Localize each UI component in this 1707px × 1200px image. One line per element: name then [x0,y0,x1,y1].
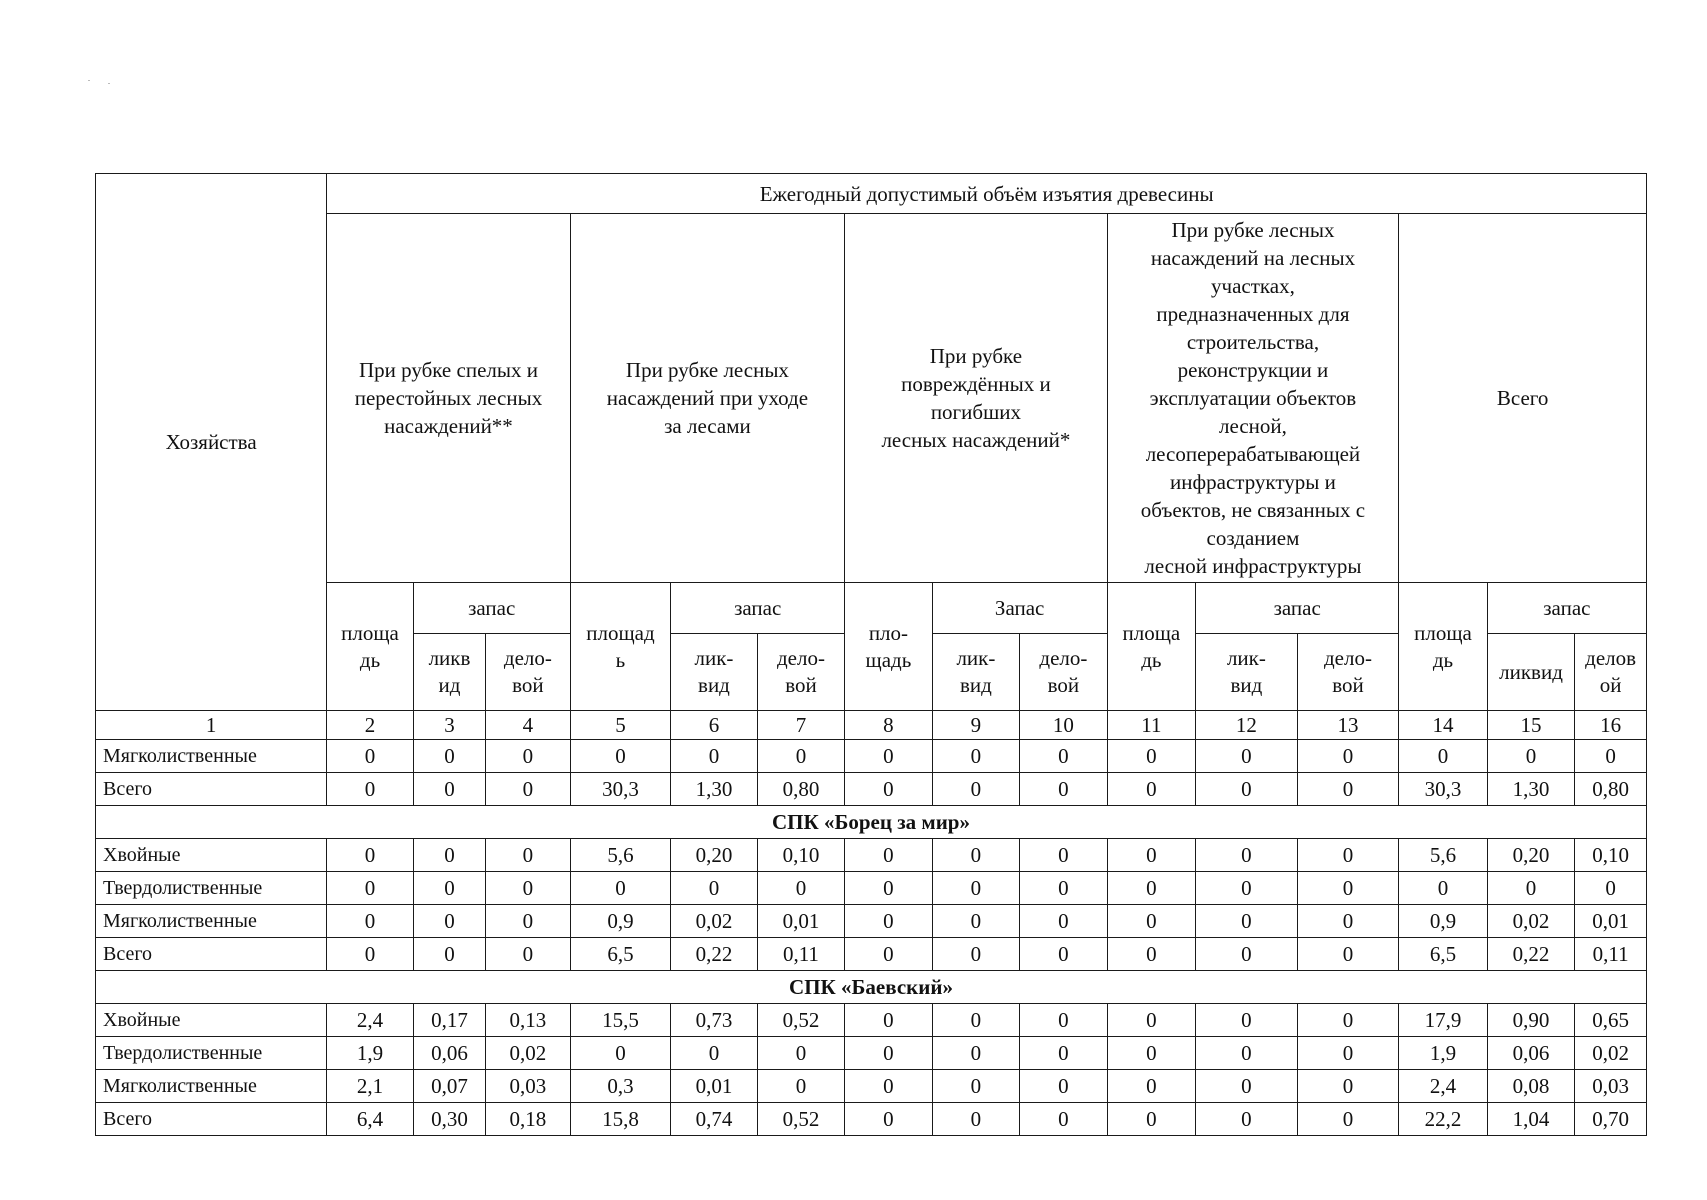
header-business: дело- вой [1020,634,1107,711]
table-cell: 0 [1297,905,1399,938]
table-cell: 0 [1020,872,1107,905]
header-area: площа дь [1107,583,1196,711]
table-cell: 0 [1297,1037,1399,1070]
table-cell: 15,8 [570,1103,671,1136]
header-group-care: При рубке лесных насаждений при уходе за лесами [570,214,845,583]
header-group-damaged: При рубке повреждённых и погибших лесных насаждений* [845,214,1107,583]
table-cell: 0 [327,839,413,872]
table-cell: 0,01 [671,1070,757,1103]
table-cell: 0 [1020,1103,1107,1136]
header-liquid: лик- вид [932,634,1019,711]
column-number: 15 [1487,711,1574,740]
header-stock: запас [1196,583,1399,634]
column-number: 11 [1107,711,1196,740]
table-cell: 0 [1297,1004,1399,1037]
table-cell: 0,20 [671,839,757,872]
row-label: Мягколиственные [96,740,327,773]
table-cell: 0 [1196,1004,1298,1037]
header-stock: Запас [932,583,1107,634]
table-cell: 0,06 [1487,1037,1574,1070]
table-cell: 0,70 [1575,1103,1647,1136]
table-cell: 0 [1107,1070,1196,1103]
table-cell: 0 [757,1070,844,1103]
table-cell: 0 [1020,1037,1107,1070]
table-cell: 0,03 [486,1070,570,1103]
table-cell: 0 [1107,938,1196,971]
row-label: Всего [96,1103,327,1136]
table-cell: 0,10 [1575,839,1647,872]
table-cell: 0,02 [1575,1037,1647,1070]
table-cell: 6,4 [327,1103,413,1136]
row-label: Мягколиственные [96,905,327,938]
column-number: 9 [932,711,1019,740]
row-label: Всего [96,938,327,971]
column-number: 8 [845,711,932,740]
table-cell: 0,07 [413,1070,485,1103]
table-cell: 0 [1297,773,1399,806]
scan-speck [88,80,90,81]
header-group-mature: При рубке спелых и перестойных лесных насаждений** [327,214,570,583]
table-cell: 0 [845,872,932,905]
table-cell: 0 [671,872,757,905]
table-cell: 0,11 [1575,938,1647,971]
table-cell: 0,9 [570,905,671,938]
header-stock: запас [1487,583,1646,634]
table-cell: 0 [1297,1070,1399,1103]
table-row [96,1070,1647,1103]
table-cell: 0 [1575,740,1647,773]
table-cell: 0,03 [1575,1070,1647,1103]
table-cell: 6,5 [570,938,671,971]
header-area: пло- щадь [845,583,932,711]
table-cell: 0,10 [757,839,844,872]
table-cell: 0 [1020,938,1107,971]
table-cell: 1,30 [1487,773,1574,806]
header-annual-volume: Ежегодный допустимый объём изъятия древесины [327,174,1647,214]
column-number: 7 [757,711,844,740]
table-cell: 0,65 [1575,1004,1647,1037]
table-cell: 0 [486,938,570,971]
table-cell: 0 [1196,740,1298,773]
header-area: площад ь [570,583,671,711]
table-cell: 0 [486,905,570,938]
table-row [96,938,1647,971]
table-cell: 0 [845,1070,932,1103]
table-cell: 0 [932,839,1019,872]
table-cell: 0,01 [1575,905,1647,938]
table-cell: 0 [486,839,570,872]
header-area: площа дь [327,583,413,711]
table-cell: 0 [932,1037,1019,1070]
table-cell: 0,02 [486,1037,570,1070]
table-cell: 17,9 [1399,1004,1488,1037]
table-cell: 0 [327,905,413,938]
header-liquid: ликв ид [413,634,485,711]
table-cell: 0 [570,872,671,905]
table-cell: 0,80 [757,773,844,806]
table-cell: 0,02 [1487,905,1574,938]
header-group-infrastructure: При рубке лесных насаждений на лесных участках, предназначенных для строительства, реконструкции и эксплуатации объектов лесной, лесоперерабатывающей инфраструктуры и объектов, не связанных с созданием лесной инфраструктуры [1107,214,1399,583]
table-cell: 0 [1196,839,1298,872]
table-cell: 0,17 [413,1004,485,1037]
table-cell: 0 [932,1004,1019,1037]
table-row [96,1004,1647,1037]
table-cell: 0 [486,740,570,773]
column-number: 6 [671,711,757,740]
table-cell: 0 [570,740,671,773]
table-cell: 0,22 [671,938,757,971]
table-cell: 0,18 [486,1103,570,1136]
table-row [96,773,1647,806]
table-cell: 0 [1107,740,1196,773]
table-cell: 0 [1575,872,1647,905]
table-cell: 0,22 [1487,938,1574,971]
table-cell: 0 [845,773,932,806]
table-cell: 0 [932,872,1019,905]
table-cell: 0 [1107,1037,1196,1070]
table-cell: 0 [413,872,485,905]
scan-speck [108,83,110,84]
table-cell: 0 [1196,938,1298,971]
table-cell: 0 [1107,872,1196,905]
table-cell: 0,73 [671,1004,757,1037]
table-cell: 0 [413,905,485,938]
header-liquid: лик- вид [1196,634,1298,711]
table-cell: 30,3 [1399,773,1488,806]
table-cell: 0 [1020,1004,1107,1037]
table-cell: 0,52 [757,1103,844,1136]
table-cell: 1,9 [1399,1037,1488,1070]
table-cell: 0 [413,773,485,806]
table-cell: 2,1 [327,1070,413,1103]
table-cell: 22,2 [1399,1103,1488,1136]
table-cell: 0 [413,938,485,971]
table-cell: 0,06 [413,1037,485,1070]
table-cell: 0 [1399,740,1488,773]
header-business: дело- вой [1297,634,1399,711]
table-cell: 0 [327,773,413,806]
table-cell: 5,6 [1399,839,1488,872]
row-label: Твердолиственные [96,872,327,905]
table-cell: 0 [1297,872,1399,905]
table-cell: 0,01 [757,905,844,938]
table-cell: 15,5 [570,1004,671,1037]
table-cell: 6,5 [1399,938,1488,971]
header-stock: запас [413,583,570,634]
table-cell: 0 [413,839,485,872]
column-number: 1 [96,711,327,740]
table-cell: 0 [1297,740,1399,773]
table-cell: 0 [1107,773,1196,806]
table-cell: 0 [845,1103,932,1136]
header-group-total: Всего [1399,214,1647,583]
header-liquid: ликвид [1487,634,1574,711]
header-liquid: лик- вид [671,634,757,711]
table-cell: 0 [932,905,1019,938]
header-business: делов ой [1575,634,1647,711]
table-cell: 0 [757,872,844,905]
table-body [96,740,1647,1136]
header-area: площа дь [1399,583,1488,711]
row-label: Мягколиственные [96,1070,327,1103]
table-cell: 0 [1196,773,1298,806]
column-number: 14 [1399,711,1488,740]
table-cell: 1,30 [671,773,757,806]
table-cell: 0 [757,1037,844,1070]
column-number: 10 [1020,711,1107,740]
header-farms: Хозяйства [96,174,327,711]
header-business: дело- вой [486,634,570,711]
table-cell: 0 [845,839,932,872]
table-cell: 0 [1107,839,1196,872]
section-row [96,971,1647,1004]
table-cell: 0 [1196,1070,1298,1103]
table-cell: 2,4 [327,1004,413,1037]
section-row [96,806,1647,839]
table-cell: 0 [845,1037,932,1070]
table-cell: 0,20 [1487,839,1574,872]
table-cell: 0 [327,938,413,971]
table-cell: 0 [1020,773,1107,806]
header-business: дело- вой [757,634,844,711]
column-number: 5 [570,711,671,740]
table-cell: 0 [486,773,570,806]
table-cell: 0 [671,740,757,773]
table-cell: 0 [413,740,485,773]
table-cell: 0 [932,740,1019,773]
table-cell: 0 [1297,1103,1399,1136]
table-cell: 0 [1020,1070,1107,1103]
table-cell: 0 [845,1004,932,1037]
table-cell: 0,3 [570,1070,671,1103]
row-label: Всего [96,773,327,806]
table-cell: 1,04 [1487,1103,1574,1136]
table-row [96,740,1647,773]
table-cell: 0 [1196,905,1298,938]
table-cell: 0 [1196,1103,1298,1136]
table-cell: 0 [1107,1004,1196,1037]
table-cell: 0 [1020,740,1107,773]
table-cell: 0 [932,773,1019,806]
table-cell: 0 [1196,1037,1298,1070]
table-row [96,839,1647,872]
table-cell: 1,9 [327,1037,413,1070]
section-title: СПК «Борец за мир» [96,806,1647,839]
table-cell: 0,13 [486,1004,570,1037]
column-number: 2 [327,711,413,740]
section-title: СПК «Баевский» [96,971,1647,1004]
table-cell: 0 [845,740,932,773]
row-label: Хвойные [96,839,327,872]
table-cell: 0,11 [757,938,844,971]
column-number: 13 [1297,711,1399,740]
row-label: Хвойные [96,1004,327,1037]
table-cell: 0 [327,872,413,905]
table-cell: 0 [1297,938,1399,971]
table-cell: 0 [1020,839,1107,872]
table-cell: 0 [932,1070,1019,1103]
table-cell: 0,52 [757,1004,844,1037]
table-cell: 0 [486,872,570,905]
table-cell: 0 [327,740,413,773]
table-cell: 0 [1020,905,1107,938]
column-number: 3 [413,711,485,740]
table-cell: 0 [1399,872,1488,905]
table-row [96,1037,1647,1070]
column-number-row [96,711,1647,740]
table-cell: 0 [845,905,932,938]
harvest-volume-table [95,173,1647,1136]
table-cell: 0 [845,938,932,971]
table-cell: 0,30 [413,1103,485,1136]
table-cell: 0 [1487,740,1574,773]
table-row [96,905,1647,938]
table-cell: 0 [671,1037,757,1070]
header-stock: запас [671,583,845,634]
column-number: 4 [486,711,570,740]
table-cell: 0 [1297,839,1399,872]
column-number: 16 [1575,711,1647,740]
table-cell: 0 [932,1103,1019,1136]
table-row [96,1103,1647,1136]
table-cell: 5,6 [570,839,671,872]
row-label: Твердолиственные [96,1037,327,1070]
column-number: 12 [1196,711,1298,740]
table-cell: 0,02 [671,905,757,938]
table-cell: 0,9 [1399,905,1488,938]
table-cell: 0 [932,938,1019,971]
table-cell: 0 [757,740,844,773]
table-cell: 2,4 [1399,1070,1488,1103]
table-cell: 0 [1487,872,1574,905]
table-cell: 0 [1107,1103,1196,1136]
table-cell: 0,90 [1487,1004,1574,1037]
table-cell: 0 [570,1037,671,1070]
table-cell: 0 [1107,905,1196,938]
table-cell: 0 [1196,872,1298,905]
table-cell: 0,08 [1487,1070,1574,1103]
table-row [96,872,1647,905]
table-cell: 0,74 [671,1103,757,1136]
table-cell: 30,3 [570,773,671,806]
table-cell: 0,80 [1575,773,1647,806]
